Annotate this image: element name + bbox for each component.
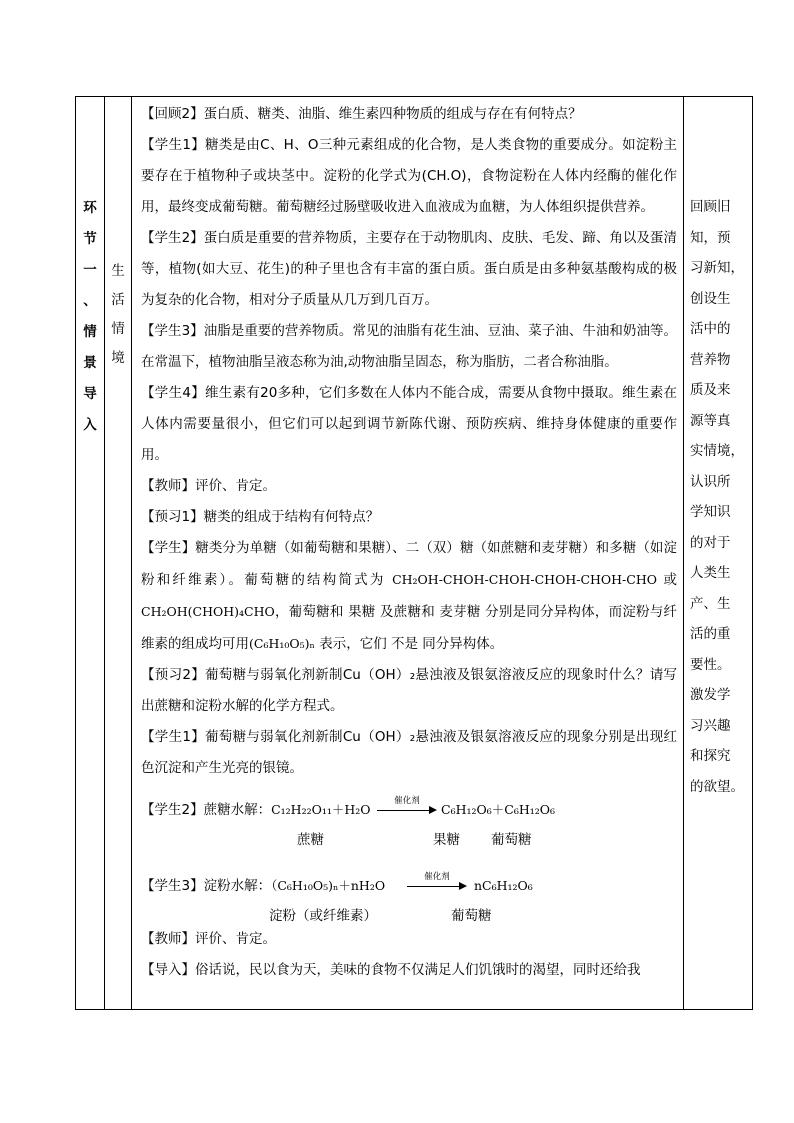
design-intent-line: 认识所 bbox=[690, 473, 731, 490]
review-question: 【回顾2】蛋白质、糖类、油脂、维生素四种物质的组成与存在有何特点？ bbox=[141, 106, 582, 122]
lesson-table bbox=[75, 96, 753, 1010]
section-label-char: 入 bbox=[83, 417, 97, 433]
student2-answer: 【学生2】蛋白质是重要的营养物质，主要存在于动物肌肉、皮肤、毛发、蹄、角以及蛋清等，植物(如大豆、花生)的种子里也含有丰富的蛋白质。蛋白质是由多种氨基酸构成的极为复杂的化合物，相对分子质量从几万到几百万。 bbox=[141, 230, 677, 308]
sub-label-char: 境 bbox=[111, 350, 125, 366]
design-intent-line: 营养物 bbox=[690, 351, 731, 368]
reaction-arrow bbox=[377, 796, 437, 820]
design-intent-line: 知，预 bbox=[690, 229, 731, 246]
design-intent-line: 习新知， bbox=[690, 260, 744, 276]
sugar-answer-text-e: ，葡萄糖和 果糖 及蔗糖和 麦芽糖 分别是同分异构体，而淀粉与纤维素的组成均可用 bbox=[141, 604, 677, 652]
section-label-char: 、 bbox=[83, 293, 97, 309]
equation1-names bbox=[141, 825, 677, 856]
design-intent-line: 的对于 bbox=[690, 534, 731, 551]
section-label-char: 环 bbox=[83, 200, 97, 216]
student-sugar-answer bbox=[141, 533, 677, 660]
equation2-products: nC₆H₁₂O₆ bbox=[474, 878, 533, 893]
catalyst-label: 催化剂 bbox=[424, 872, 450, 882]
sub-label-char: 活 bbox=[111, 292, 125, 308]
design-intent-line: 活的重 bbox=[690, 626, 731, 642]
design-intent-line: 源等真 bbox=[690, 412, 731, 429]
design-intent-line: 产、生 bbox=[690, 595, 731, 612]
section-label bbox=[76, 193, 104, 441]
equation1-name-fructose: 果糖 bbox=[433, 832, 460, 848]
equation1-products: C₆H₁₂O₆＋C₆H₁₂O₆ bbox=[441, 802, 556, 817]
sub-label-char: 生 bbox=[111, 263, 125, 279]
lead-in-text: 【导入】俗话说，民以食为天，美味的食物不仅满足人们饥饿时的渴望，同时还给我 bbox=[141, 962, 641, 978]
sugar-answer-text-c: 或 bbox=[663, 572, 677, 588]
section-label-char: 景 bbox=[83, 355, 97, 371]
section-label-char: 节 bbox=[83, 231, 97, 247]
sucrose-hydrolysis-equation bbox=[141, 794, 677, 825]
preview1-question: 【预习1】糖类的组成于结构有何特点？ bbox=[141, 509, 380, 525]
design-intent-line: 和探究 bbox=[690, 748, 731, 764]
teacher-comment-2: 【教师】评价、肯定。 bbox=[141, 931, 276, 947]
equation2-name-starch: 淀粉（或纤维素） bbox=[269, 908, 377, 924]
student1-phenomena-answer: 【学生1】葡萄糖与弱氧化剂新制Cu（OH）₂悬浊液及银氨溶液反应的现象分别是出现红色沉淀和产生光亮的银镜。 bbox=[141, 729, 677, 776]
content-cell bbox=[132, 97, 684, 1010]
design-intent-line: 人类生 bbox=[690, 565, 731, 581]
design-intent-line: 实情境， bbox=[690, 443, 744, 459]
equation2-label: 【学生3】淀粉水解： bbox=[141, 878, 272, 894]
design-intent bbox=[690, 192, 750, 802]
equation1-name-glucose: 葡萄糖 bbox=[491, 832, 532, 848]
reaction-arrow bbox=[407, 872, 467, 896]
design-intent-line: 的欲望。 bbox=[690, 778, 744, 795]
design-intent-line: 质及来 bbox=[690, 382, 731, 398]
design-intent-cell bbox=[684, 97, 753, 1010]
equation1-reactants: C₁₂H₂₂O₁₁＋H₂O bbox=[271, 802, 371, 817]
starch-hydrolysis-equation bbox=[141, 870, 677, 901]
polysaccharide-formula: (C₆H₁₀O₅)ₙ bbox=[249, 636, 315, 651]
sugar-answer-text-g: 表示，它们 不是 同分异构体。 bbox=[319, 636, 504, 652]
equation2-reactants: （C₆H₁₀O₅)ₙ＋nH₂O bbox=[271, 878, 386, 893]
student4-answer: 【学生4】维生素有20多种，它们多数在人体内不能合成，需要从食物中摄取。维生素在人体内需要量很小，但它们可以起到调节新陈代谢、预防疾病、维持身体健康的重要作用。 bbox=[141, 385, 677, 463]
design-intent-line: 学知识 bbox=[690, 504, 731, 520]
section-label-char: 导 bbox=[83, 386, 97, 402]
student3-answer: 【学生3】油脂是重要的营养物质。常见的油脂有花生油、豆油、菜子油、牛油和奶油等。在常温下，植物油脂呈液态称为油,动物油脂呈固态，称为脂肪，二者合称油脂。 bbox=[141, 323, 677, 370]
equation1-name-sucrose: 蔗糖 bbox=[297, 832, 324, 848]
design-intent-line: 习兴趣 bbox=[690, 717, 731, 734]
section-label-char: 一 bbox=[83, 262, 97, 278]
catalyst-label: 催化剂 bbox=[394, 796, 420, 806]
design-intent-line: 要性。 bbox=[690, 656, 731, 673]
glucose-structure-formula: CH₂OH-CHOH-CHOH-CHOH-CHOH-CHO bbox=[392, 572, 657, 587]
design-intent-line: 活中的 bbox=[690, 321, 731, 337]
student1-answer: 【学生1】糖类是由C、H、O三种元素组成的化合物，是人类食物的重要成分。如淀粉主要存在于植物种子或块茎中。淀粉的化学式为(CH.O)，食物淀粉在人体内经酶的催化作用，最终变成葡萄糖。葡萄糖经过肠壁吸收进入血液成为血糖，为人体组织提供营养。 bbox=[141, 137, 677, 215]
design-intent-line: 回顾旧 bbox=[690, 199, 731, 215]
equation2-names bbox=[141, 901, 677, 932]
design-intent-line: 创设生 bbox=[690, 290, 731, 307]
teacher-comment: 【教师】评价、肯定。 bbox=[141, 478, 276, 494]
sub-label bbox=[105, 257, 131, 373]
equation2-name-glucose: 葡萄糖 bbox=[451, 908, 492, 924]
section-label-cell bbox=[76, 97, 105, 1010]
sugar-answer-text-a: 【学生】糖类分为单糖（如葡萄糖和果糖）、二（双）糖（如蔗糖和麦芽糖）和多糖（如淀粉和纤维素）。葡萄糖的结构简式为 bbox=[141, 540, 677, 588]
section-label-char: 情 bbox=[83, 324, 97, 340]
preview2-question: 【预习2】葡萄糖与弱氧化剂新制Cu（OH）₂悬浊液及银氨溶液反应的现象时什么？请写出蔗糖和淀粉水解的化学方程式。 bbox=[141, 667, 677, 714]
equation1-label: 【学生2】蔗糖水解： bbox=[141, 802, 272, 818]
glucose-condensed-formula: CH₂OH(CHOH)₄CHO bbox=[141, 604, 275, 619]
sub-label-cell bbox=[105, 97, 132, 1010]
design-intent-line: 激发学 bbox=[690, 687, 731, 703]
sub-label-char: 情 bbox=[111, 321, 125, 337]
